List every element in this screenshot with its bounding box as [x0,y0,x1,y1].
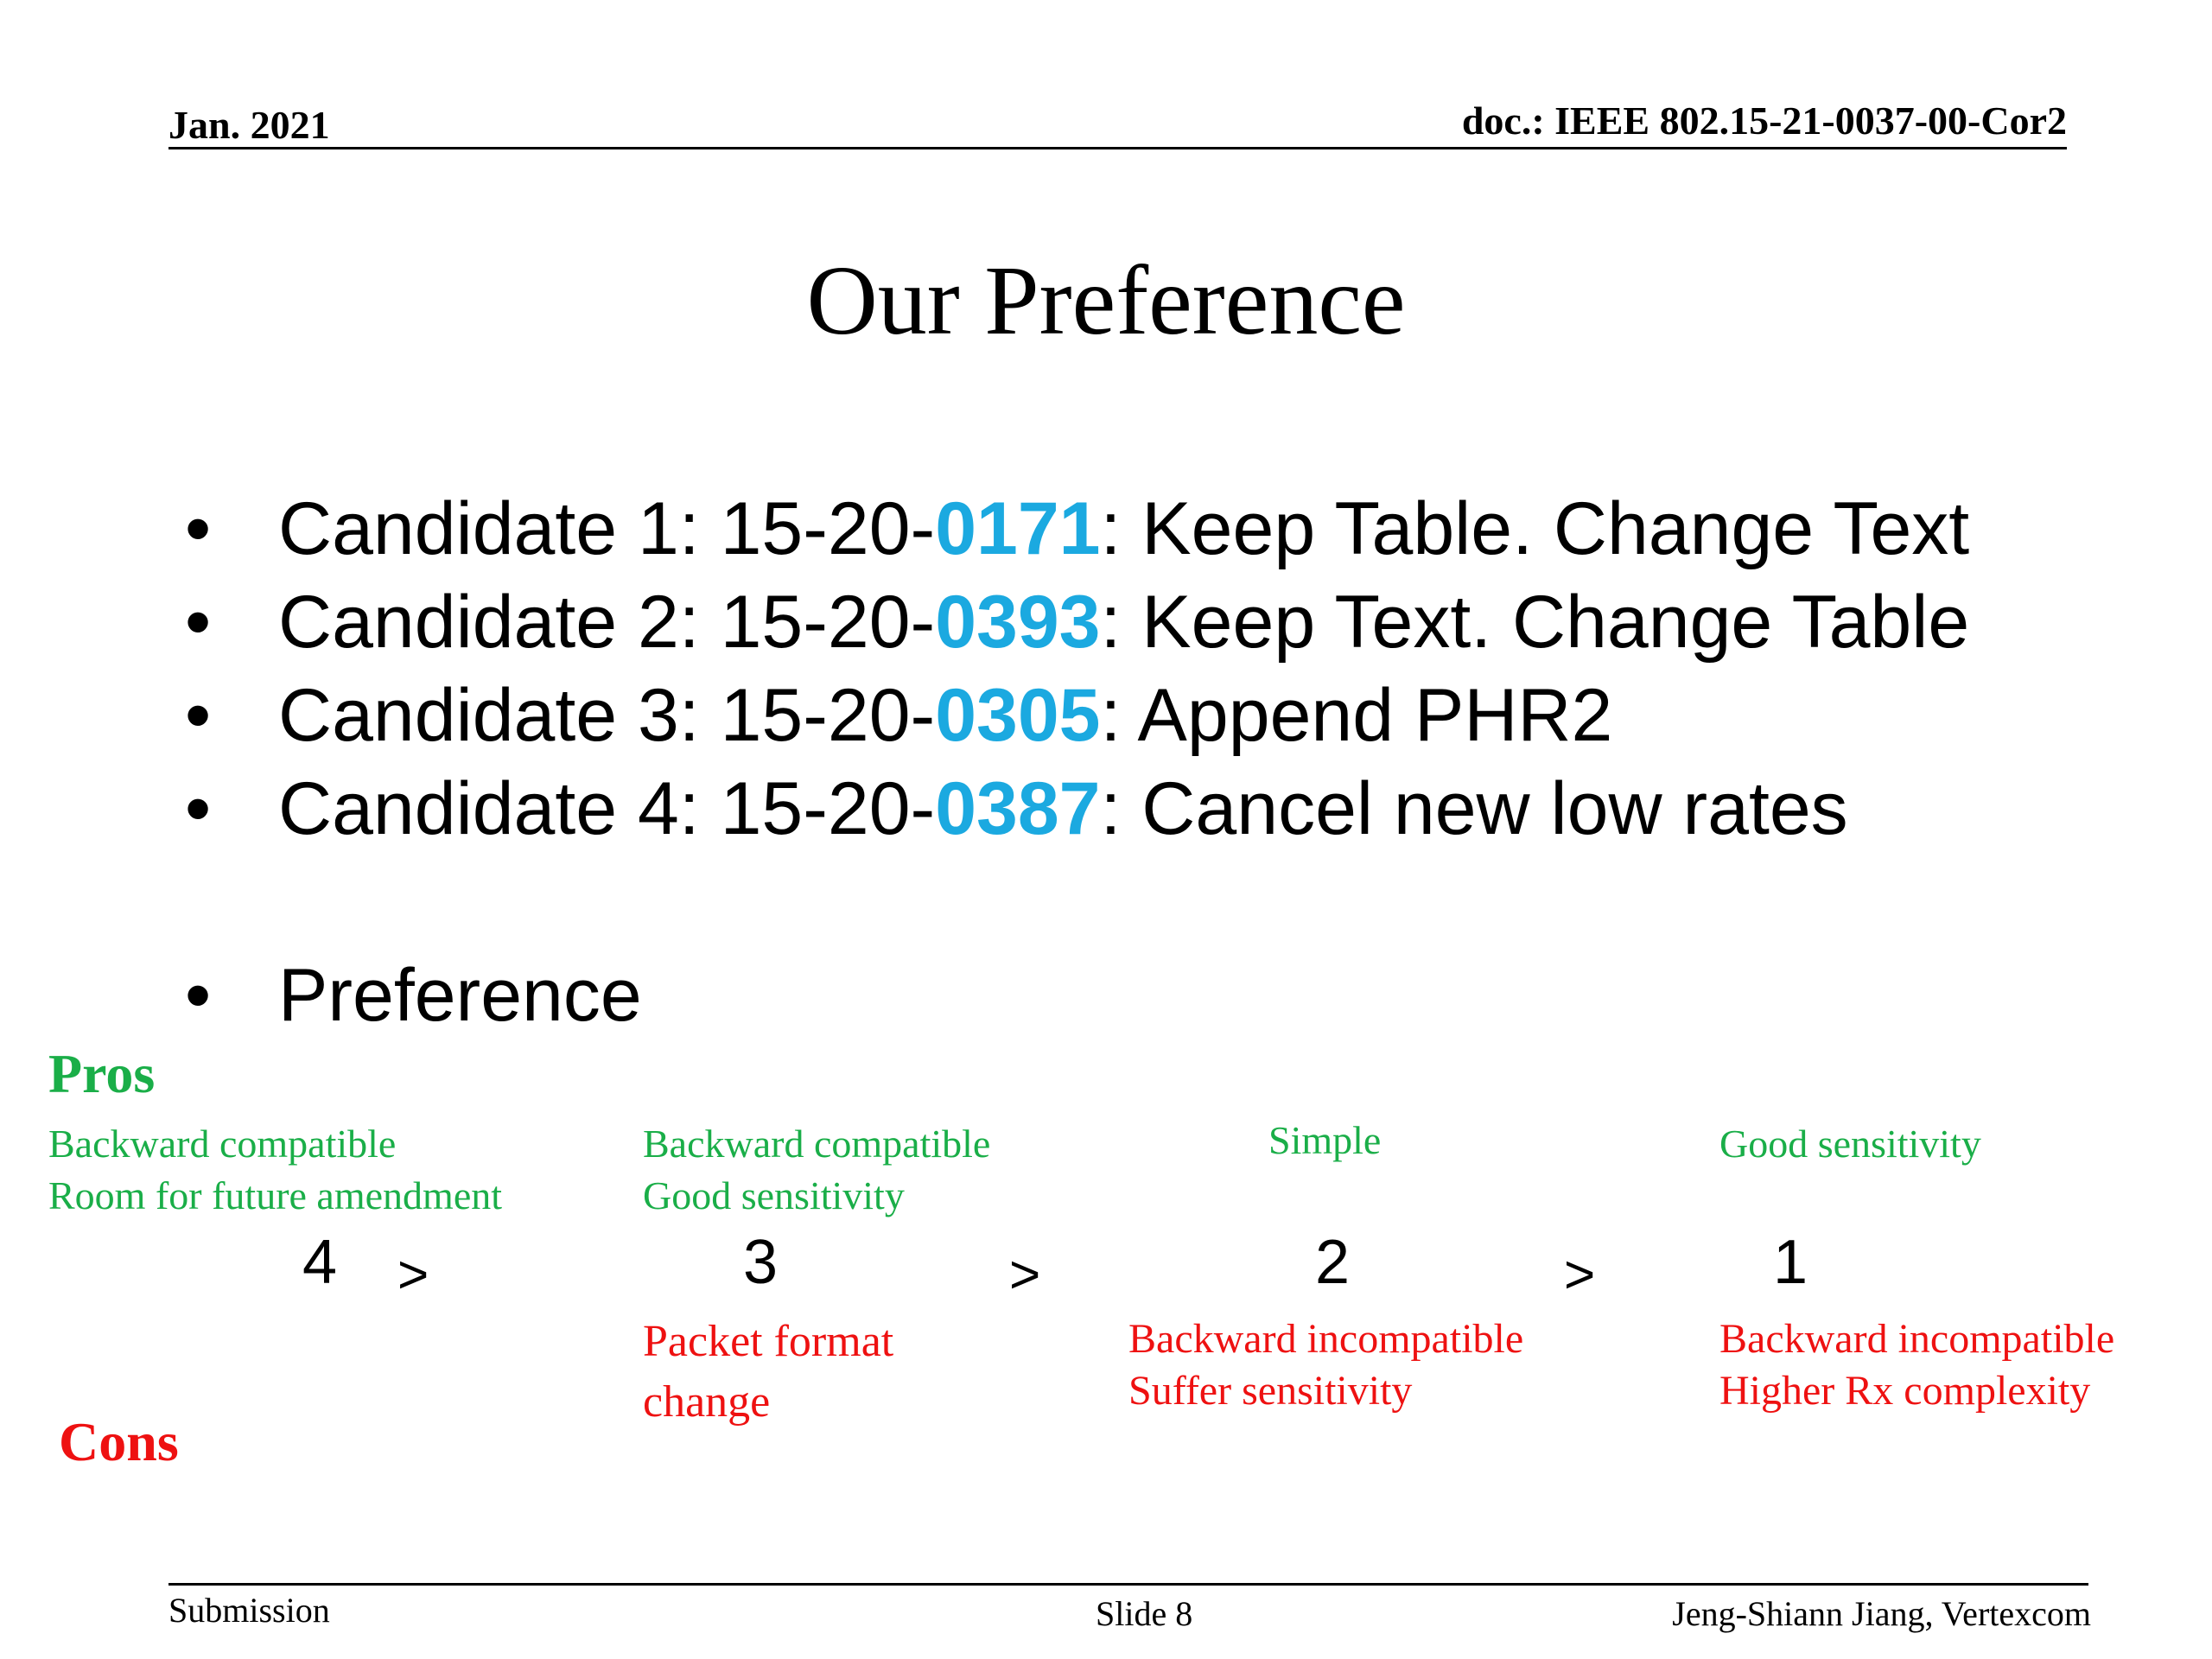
pros-label: Pros [48,1043,156,1104]
cons-item: Backward incompatible [1128,1316,1524,1362]
pros-item: Backward compatible [48,1122,397,1166]
cons-candidate-2 [1128,1313,1523,1417]
cons-candidate-3 [643,1312,893,1433]
pros-item: Good sensitivity [643,1173,905,1217]
candidate-prefix: Candidate 1: 15-20- [278,487,936,570]
candidate-description: : Cancel new low rates [1100,767,1848,850]
pros-candidate-1 [1719,1118,1981,1170]
rank-separator: > [397,1245,429,1305]
rank-candidate-1: 1 [1773,1228,1808,1297]
pros-item: Backward compatible [643,1122,991,1166]
preference-bullet [185,952,642,1039]
header-doc-id: doc.: IEEE 802.15-21-0037-00-Cor2 [1461,99,2067,143]
pros-item: Good sensitivity [1719,1122,1981,1166]
rank-separator: > [1009,1245,1041,1305]
cons-item: Backward incompatible [1719,1316,2115,1362]
rank-candidate-2: 2 [1315,1228,1351,1297]
candidate-prefix: Candidate 2: 15-20- [278,581,936,664]
bullet-marker: • [185,581,212,664]
footer-author: Jeng-Shiann Jiang, Vertexcom [1672,1594,2091,1633]
candidate-prefix: Candidate 3: 15-20- [278,674,936,757]
bullet-marker: • [185,954,212,1037]
candidate-doc-number: 0305 [935,674,1101,757]
footer-divider [168,1583,2088,1586]
candidate-description: : Keep Text. Change Table [1100,581,1970,664]
cons-item: Higher Rx complexity [1719,1368,2091,1414]
pros-item: Simple [1268,1118,1382,1162]
candidate-bullet-1 [185,486,1969,572]
candidate-description: : Append PHR2 [1100,674,1613,757]
candidate-bullet-3 [185,672,1612,759]
rank-candidate-3: 3 [743,1228,779,1297]
rank-separator: > [1564,1245,1596,1305]
bullet-marker: • [185,674,212,757]
cons-item: change [643,1377,771,1427]
candidate-bullet-2 [185,579,1969,665]
rank-candidate-4: 4 [302,1228,338,1297]
pros-candidate-2 [1268,1115,1381,1166]
candidate-prefix: Candidate 4: 15-20- [278,767,936,850]
candidate-bullet-4 [185,766,1848,852]
preference-label: Preference [278,954,642,1037]
candidate-description: : Keep Table. Change Text [1100,487,1970,570]
cons-item: Suffer sensitivity [1128,1368,1413,1414]
cons-item: Packet format [643,1317,894,1366]
cons-candidate-1 [1719,1313,2114,1417]
pros-candidate-3 [643,1118,990,1222]
bullet-marker: • [185,767,212,850]
bullet-marker: • [185,487,212,570]
pros-candidate-4 [48,1118,502,1222]
candidate-doc-number: 0387 [935,767,1101,850]
candidate-doc-number: 0393 [935,581,1101,664]
slide-title: Our Preference [806,245,1406,355]
footer-slide-number: Slide 8 [1096,1594,1193,1633]
header-date: Jan. 2021 [168,103,330,147]
header-divider [168,147,2067,149]
candidate-doc-number: 0171 [935,487,1101,570]
pros-item: Room for future amendment [48,1173,503,1217]
footer-submission: Submission [168,1591,330,1630]
cons-label: Cons [59,1411,179,1472]
